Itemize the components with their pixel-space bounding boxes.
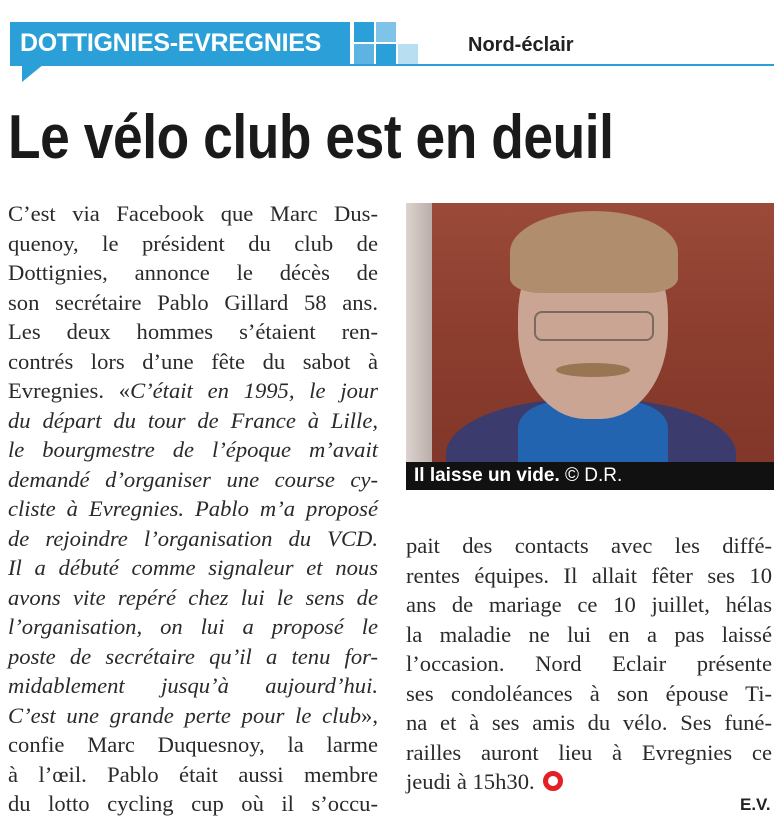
photo-window	[406, 203, 432, 463]
quote-segment: C’est une grande perte pour le club	[8, 702, 362, 728]
quote-line: midablement jusqu’à aujourd’hui.	[8, 673, 378, 698]
quote-line: avons vite repéré chez lui le sens de	[8, 584, 378, 610]
banner-square-4	[398, 44, 418, 64]
text-line: ses condoléances à son épouse Ti-	[406, 680, 772, 706]
portrait-photo	[406, 203, 774, 490]
text-line	[406, 767, 772, 797]
quote-line: cliste à Evregnies. Pablo m’a proposé	[8, 496, 378, 521]
text-segment: Evregnies. «	[8, 378, 131, 403]
text-line: na et à ses amis du vélo. Ses funé-	[406, 710, 772, 735]
photo-mustache	[556, 363, 630, 377]
caption-text: Il laisse un vide.	[414, 465, 560, 486]
text-line: Dottignies, annonce le décès de	[8, 260, 378, 285]
quote-line: du départ du tour de France à Lille,	[8, 407, 378, 433]
header-rule	[10, 64, 774, 66]
text-line: Les deux hommes s’étaient ren-	[8, 319, 378, 344]
text-line: la maladie ne lui en a pas laissé	[406, 621, 772, 647]
quote-line: Il a débuté comme signaleur et nous	[8, 555, 378, 580]
text-line: confie Marc Duquesnoy, la larme	[8, 732, 378, 757]
banner-square-2	[376, 22, 396, 42]
quote-line: demandé d’organiser une course cy-	[8, 466, 378, 492]
quote-line: le bourgmestre de l’époque m’avait	[8, 437, 378, 462]
banner-square-3	[376, 44, 396, 64]
text-line: railles auront lieu à Evregnies ce	[406, 739, 772, 765]
newspaper-name: Nord-éclair	[468, 34, 574, 56]
text-line: contrés lors d’une fête du sabot à	[8, 348, 378, 374]
photo-credit: © D.R.	[565, 465, 623, 486]
text-line: pait des contacts avec les diffé-	[406, 533, 772, 558]
text-line: ans de mariage ce 10 juillet, hélas	[406, 592, 772, 617]
text-line: quenoy, le président du club de	[8, 230, 378, 256]
quote-line: de rejoindre l’organisation du VCD.	[8, 525, 378, 551]
text-segment: jeudi à 15h30.	[406, 769, 535, 794]
photo-caption	[406, 462, 774, 490]
banner-square-5	[354, 44, 374, 64]
text-line	[8, 701, 378, 731]
quote-segment: C’était en 1995, le jour	[130, 378, 378, 403]
text-line: C’est via Facebook que Marc Dus-	[8, 201, 378, 226]
left-column	[8, 199, 378, 819]
text-line: son secrétaire Pablo Gillard 58 ans.	[8, 289, 378, 315]
photo-hair	[510, 211, 678, 293]
section-label: DOTTIGNIES-EVREGNIES	[10, 22, 350, 64]
quote-line: poste de secrétaire qu’il a tenu for-	[8, 643, 378, 669]
text-line: l’occasion. Nord Eclair présente	[406, 651, 772, 676]
text-line: rentes équipes. Il allait fêter ses 10	[406, 562, 772, 588]
byline: E.V.	[740, 795, 771, 814]
text-segment: »,	[361, 702, 378, 728]
red-circle-end-icon	[543, 771, 563, 791]
banner-square-1	[354, 22, 374, 42]
headline: Le vélo club est en deuil	[8, 103, 614, 172]
text-line	[8, 376, 378, 406]
text-line: du lotto cycling cup où il s’occu-	[8, 791, 378, 816]
photo-glasses	[534, 311, 654, 341]
right-column	[406, 531, 772, 797]
quote-line: l’organisation, on lui a proposé le	[8, 614, 378, 639]
banner-pointer	[22, 64, 44, 82]
text-line: à l’œil. Pablo était aussi membre	[8, 761, 378, 787]
